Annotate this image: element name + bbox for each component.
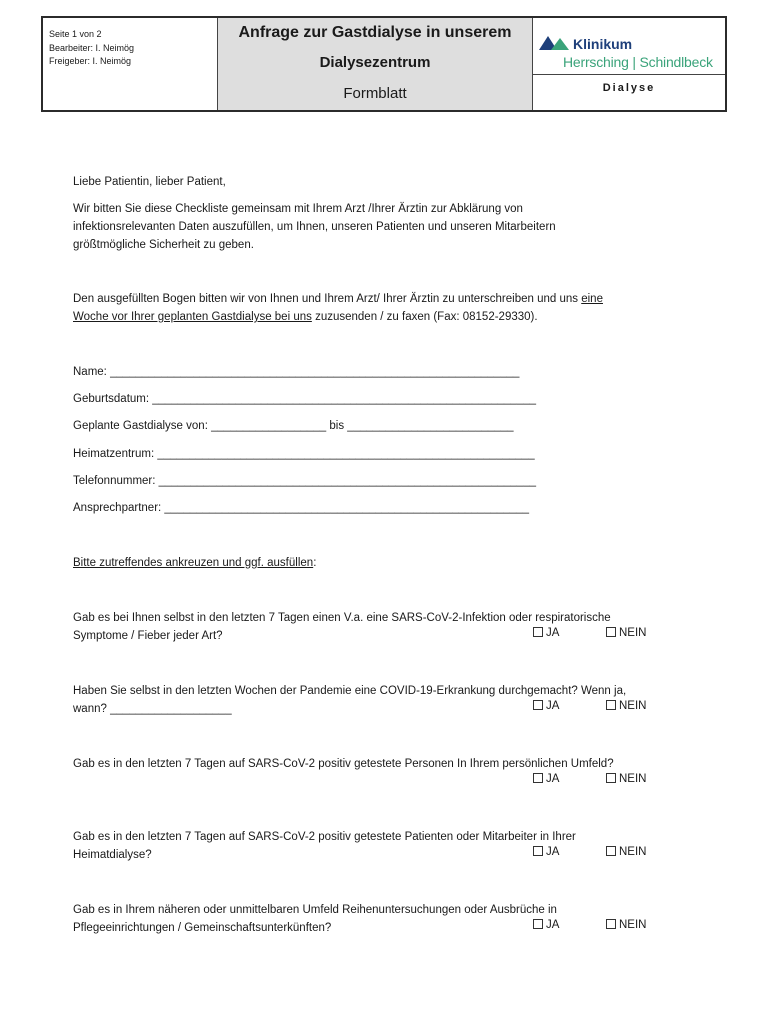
- question-5-line-2: Pflegeeinrichtungen / Gemeinschaftsunterkünften?: [73, 922, 332, 934]
- question-4-line-2: Heimatdialyse?: [73, 849, 152, 861]
- checkbox-icon: [606, 700, 616, 710]
- document-title-line1: Anfrage zur Gastdialyse in unserem: [238, 24, 512, 41]
- checkbox-icon: [606, 627, 616, 637]
- clinic-logo-block: [533, 18, 725, 110]
- planned-dialysis-dates-field[interactable]: Geplante Gastdialyse von: __________________ bis __________________________: [73, 420, 514, 432]
- logo-text-klinikum: Klinikum: [573, 36, 633, 52]
- send-instruction-line-1: [73, 290, 603, 308]
- contact-person-field[interactable]: Ansprechpartner: _________________________________________________________: [73, 502, 529, 514]
- question-5-no-checkbox[interactable]: NEIN: [606, 919, 646, 931]
- divider: [533, 74, 725, 75]
- question-2-line-1: Haben Sie selbst in den letzten Wochen der Pandemie eine COVID-19-Erkrankung durchgemacht? Wenn ja,: [73, 685, 627, 697]
- logo-text-location: Herrsching | Schindlbeck: [563, 54, 713, 70]
- document-header: [41, 16, 727, 112]
- question-2-line-2[interactable]: wann? ___________________: [73, 703, 232, 715]
- deadline-emphasis: eine: [581, 293, 603, 305]
- document-title-line2: Dialysezentrum: [319, 54, 431, 71]
- checkbox-icon: [606, 846, 616, 856]
- question-5-line-1: Gab es in Ihrem näheren oder unmittelbaren Umfeld Reihenuntersuchungen oder Ausbrüche in: [73, 904, 557, 916]
- page-info: Seite 1 von 2: [49, 29, 102, 39]
- question-4-no-checkbox[interactable]: NEIN: [606, 846, 646, 858]
- question-1-yes-checkbox[interactable]: JA: [533, 627, 559, 639]
- document-subtitle: Formblatt: [343, 85, 407, 102]
- checkbox-instruction: Bitte zutreffendes ankreuzen und ggf. ausfüllen:: [73, 557, 317, 569]
- checkbox-icon: [606, 773, 616, 783]
- send-text: zuzusenden / zu faxen (Fax: 08152-29330).: [311, 311, 538, 323]
- question-3-line-1: Gab es in den letzten 7 Tagen auf SARS-CoV-2 positiv getestete Personen In Ihrem persönlichen Umfeld?: [73, 758, 614, 770]
- intro-line-1: Wir bitten Sie diese Checkliste gemeinsam mit Ihrem Arzt /Ihrer Ärztin zur Abklärung von: [73, 203, 523, 215]
- checkbox-icon: [533, 846, 543, 856]
- checkbox-icon: [533, 919, 543, 929]
- department-label: Dialyse: [602, 82, 656, 94]
- intro-line-3: größtmögliche Sicherheit zu geben.: [73, 239, 254, 251]
- deadline-emphasis: Woche vor Ihrer geplanten Gastdialyse bei uns: [73, 311, 312, 323]
- send-text: Den ausgefüllten Bogen bitten wir von Ihnen und Ihrem Arzt/ Ihrer Ärztin zu unterschreiben und uns: [73, 293, 582, 305]
- greeting: Liebe Patientin, lieber Patient,: [73, 176, 226, 188]
- document-title-block: [218, 18, 533, 110]
- name-field[interactable]: Name: ________________________________________________________________: [73, 366, 520, 378]
- mountain-logo-icon: [539, 34, 569, 50]
- birthdate-field[interactable]: Geburtsdatum: ____________________________________________________________: [73, 393, 537, 405]
- document-meta: [43, 18, 218, 110]
- question-2-yes-checkbox[interactable]: JA: [533, 700, 559, 712]
- checkbox-icon: [533, 773, 543, 783]
- phone-field[interactable]: Telefonnummer: ___________________________________________________________: [73, 475, 536, 487]
- question-5-yes-checkbox[interactable]: JA: [533, 919, 559, 931]
- checkbox-icon: [533, 700, 543, 710]
- send-instruction-line-2: [73, 308, 538, 326]
- checkbox-icon: [606, 919, 616, 929]
- editor-info: Bearbeiter: I. Neimög: [49, 42, 135, 53]
- question-1-no-checkbox[interactable]: NEIN: [606, 627, 646, 639]
- question-1-line-2: Symptome / Fieber jeder Art?: [73, 630, 223, 642]
- question-2-no-checkbox[interactable]: NEIN: [606, 700, 646, 712]
- question-3-yes-checkbox[interactable]: JA: [533, 773, 559, 785]
- checkbox-icon: [533, 627, 543, 637]
- question-1-line-1: Gab es bei Ihnen selbst in den letzten 7 Tagen einen V.a. eine SARS-CoV-2-Infektion oder respiratorische: [73, 612, 611, 624]
- question-4-yes-checkbox[interactable]: JA: [533, 846, 559, 858]
- home-center-field[interactable]: Heimatzentrum: ___________________________________________________________: [73, 448, 535, 460]
- intro-line-2: infektionsrelevanten Daten auszufüllen, um Ihnen, unseren Patienten und unseren Mitarbeitern: [73, 221, 556, 233]
- question-3-no-checkbox[interactable]: NEIN: [606, 773, 646, 785]
- approver-info: Freigeber: I. Neimög: [49, 56, 132, 66]
- question-4-line-1: Gab es in den letzten 7 Tagen auf SARS-CoV-2 positiv getestete Patienten oder Mitarbeiter in Ihrer: [73, 831, 576, 843]
